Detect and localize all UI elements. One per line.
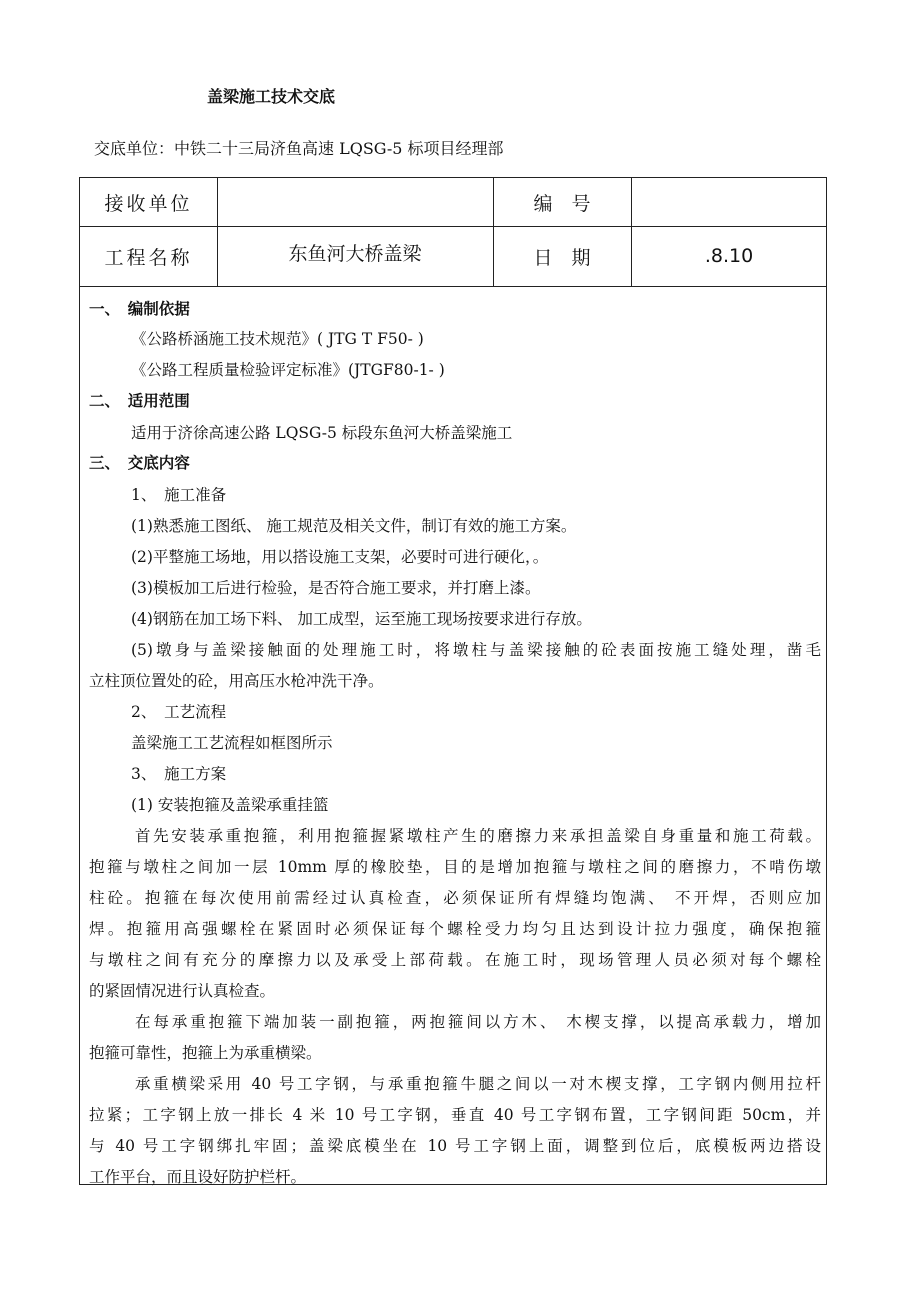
paragraph-line: 与墩柱之间有充分的摩擦力以及承受上部荷载。在施工时，现场管理人员必须对每个螺栓 (89, 951, 821, 969)
section-heading: 二、 适用范围 (89, 392, 190, 410)
document-title: 盖梁施工技术交底 (207, 87, 336, 106)
date-label: 日 期 (533, 246, 591, 269)
paragraph-line: 在每承重抱箍下端加装一副抱箍，两抱箍间以方木、 木楔支撑，以提高承载力，增加 (135, 1013, 821, 1031)
paragraph-line: (2)平整施工场地，用以搭设施工支架，必要时可进行硬化，。 (131, 548, 549, 566)
issuing-unit-line: 交底单位：中铁二十三局济鱼高速 LQSG-5 标项目经理部 (94, 139, 504, 158)
paragraph-line: (1)熟悉施工图纸、 施工规范及相关文件，制订有效的施工方案。 (131, 517, 577, 535)
paragraph-line: 首先安装承重抱箍，利用抱箍握紧墩柱产生的磨擦力来承担盖梁自身重量和施工荷载。 (135, 827, 821, 845)
disclosure-table (79, 177, 827, 1185)
paragraph-line: 拉紧；工字钢上放一排长 4 米 10 号工字钢，垂直 40 号工字钢布置，工字钢间距 50cm，并 (89, 1106, 821, 1124)
subsection-heading: 1、 施工准备 (131, 486, 227, 504)
scope-text: 适用于济徐高速公路 LQSG-5 标段东鱼河大桥盖梁施工 (131, 424, 513, 442)
project-name-value: 东鱼河大桥盖梁 (288, 242, 422, 265)
section-heading: 一、 编制依据 (89, 300, 190, 318)
section-heading: 三、 交底内容 (89, 454, 190, 472)
subsection-heading: 2、 工艺流程 (131, 703, 227, 721)
number-value (631, 178, 827, 226)
paragraph-line: 承重横梁采用 40 号工字钢，与承重抱箍牛腿之间以一对木楔支撑，工字钢内侧用拉杆 (135, 1075, 821, 1093)
subsection-heading: 3、 施工方案 (131, 765, 227, 783)
date-value: .8.10 (704, 245, 754, 267)
reference-standard: 《公路桥涵施工技术规范》( JTG T F50- ) (131, 330, 424, 348)
paragraph-line: 盖梁施工工艺流程如框图所示 (131, 734, 333, 752)
paragraph-line: 立柱顶位置处的砼，用高压水枪冲洗干净。 (89, 672, 384, 690)
paragraph-line: 与 40 号工字钢绑扎牢固；盖梁底模坐在 10 号工字钢上面，调整到位后，底模板两边搭设 (89, 1137, 821, 1155)
row-divider (80, 286, 826, 287)
paragraph-line: (5)墩身与盖梁接触面的处理施工时，将墩柱与盖梁接触的砼表面按施工缝处理，凿毛 (131, 641, 821, 659)
paragraph-line: 的紧固情况进行认真检查。 (89, 982, 276, 1000)
paragraph-line: 焊。抱箍用高强螺栓在紧固时必须保证每个螺栓受力均匀且达到设计拉力强度，确保抱箍 (89, 920, 821, 938)
paragraph-line: 抱箍可靠性，抱箍上为承重横梁。 (89, 1044, 322, 1062)
subsection-heading: (1) 安装抱箍及盖梁承重挂篮 (131, 796, 329, 814)
receiving-unit-label: 接收单位 (104, 192, 193, 215)
reference-standard: 《公路工程质量检验评定标准》(JTGF80-1- ) (131, 361, 445, 379)
paragraph-line: (3)模板加工后进行检验，是否符合施工要求，并打磨上漆。 (131, 579, 541, 597)
paragraph-line: (4)钢筋在加工场下料、 加工成型，运至施工现场按要求进行存放。 (131, 610, 592, 628)
project-name-label: 工程名称 (104, 246, 193, 269)
number-label: 编 号 (533, 192, 591, 215)
paragraph-line: 抱箍与墩柱之间加一层 10mm 厚的橡胶垫，目的是增加抱箍与墩柱之间的磨擦力，不啃伤墩 (89, 858, 821, 876)
paragraph-line: 柱砼。抱箍在每次使用前需经过认真检查，必须保证所有焊缝均饱满、 不开焊，否则应加 (89, 889, 821, 907)
receiving-unit-value (217, 178, 493, 226)
paragraph-line: 工作平台，而且设好防护栏杆。 (89, 1168, 307, 1186)
